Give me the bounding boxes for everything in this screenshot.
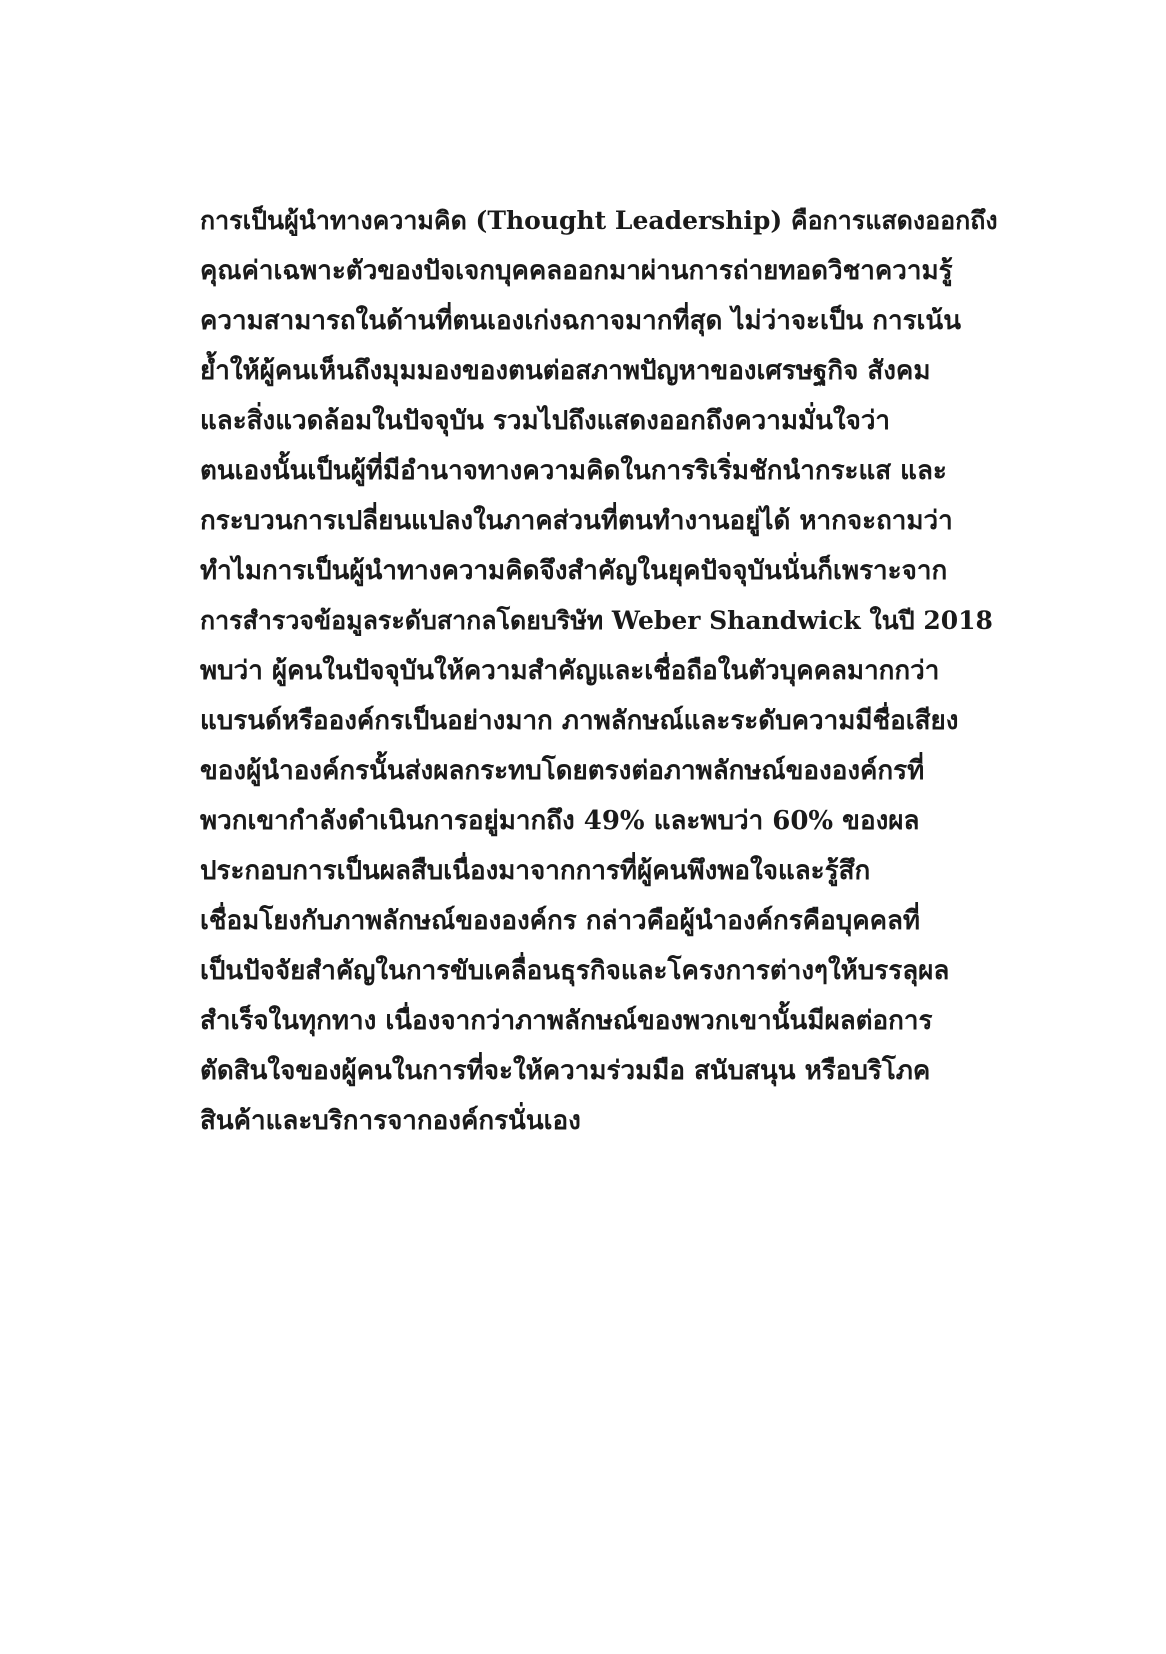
paragraph-line: กระบวนการเปลี่ยนแปลงในภาคส่วนที่ตนทำงานอยู่ได้ หากจะถามว่า — [200, 506, 953, 536]
paragraph-line: แบรนด์หรือองค์กรเป็นอย่างมาก ภาพลักษณ์และระดับความมีชื่อเสียง — [200, 706, 959, 736]
paragraph-line: เชื่อมโยงกับภาพลักษณ์ขององค์กร กล่าวคือผู้นำองค์กรคือบุคคลที่ — [200, 906, 921, 936]
paragraph-line: ทำไมการเป็นผู้นำทางความคิดจึงสำคัญในยุคปัจจุบันนั่นก็เพราะจาก — [200, 556, 948, 586]
paragraph-line: การสำรวจข้อมูลระดับสากลโดยบริษัท Weber Shandwick ในปี 2018 — [200, 606, 993, 635]
paragraph-line: ตนเองนั้นเป็นผู้ที่มีอำนาจทางความคิดในการริเริ่มชักนำกระแส และ — [200, 456, 947, 486]
paragraph-line: และสิ่งแวดล้อมในปัจจุบัน รวมไปถึงแสดงออกถึงความมั่นใจว่า — [200, 406, 891, 436]
paragraph-line: การเป็นผู้นำทางความคิด (Thought Leadership) คือการแสดงออกถึง — [200, 206, 998, 235]
paragraph-line: ของผู้นำองค์กรนั้นส่งผลกระทบโดยตรงต่อภาพลักษณ์ขององค์กรที่ — [200, 756, 925, 786]
paragraph-line: ความสามารถในด้านที่ตนเองเก่งฉกาจมากที่สุด ไม่ว่าจะเป็น การเน้น — [200, 306, 961, 336]
paragraph-line: ประกอบการเป็นผลสืบเนื่องมาจากการที่ผู้คนพึงพอใจและรู้สึก — [200, 856, 871, 886]
paragraph-line: พบว่า ผู้คนในปัจจุบันให้ความสำคัญและเชื่อถือในตัวบุคคลมากกว่า — [200, 656, 940, 686]
paragraph-line: พวกเขากำลังดำเนินการอยู่มากถึง 49% และพบว่า 60% ของผล — [200, 806, 920, 836]
paragraph-line: ย้ำให้ผู้คนเห็นถึงมุมมองของตนต่อสภาพปัญหาของเศรษฐกิจ สังคม — [200, 356, 931, 386]
paragraph-line: สำเร็จในทุกทาง เนื่องจากว่าภาพลักษณ์ของพวกเขานั้นมีผลต่อการ — [200, 1006, 933, 1036]
paragraph-line: สินค้าและบริการจากองค์กรนั่นเอง — [200, 1106, 581, 1136]
paragraph-line: ตัดสินใจของผู้คนในการที่จะให้ความร่วมมือ สนับสนุน หรือบริโภค — [200, 1056, 931, 1086]
body-paragraph — [200, 196, 1000, 1146]
paragraph-line: เป็นปัจจัยสำคัญในการขับเคลื่อนธุรกิจและโครงการต่างๆให้บรรลุผล — [200, 956, 950, 986]
paragraph-line: คุณค่าเฉพาะตัวของปัจเจกบุคคลออกมาผ่านการถ่ายทอดวิชาความรู้ — [200, 256, 953, 286]
